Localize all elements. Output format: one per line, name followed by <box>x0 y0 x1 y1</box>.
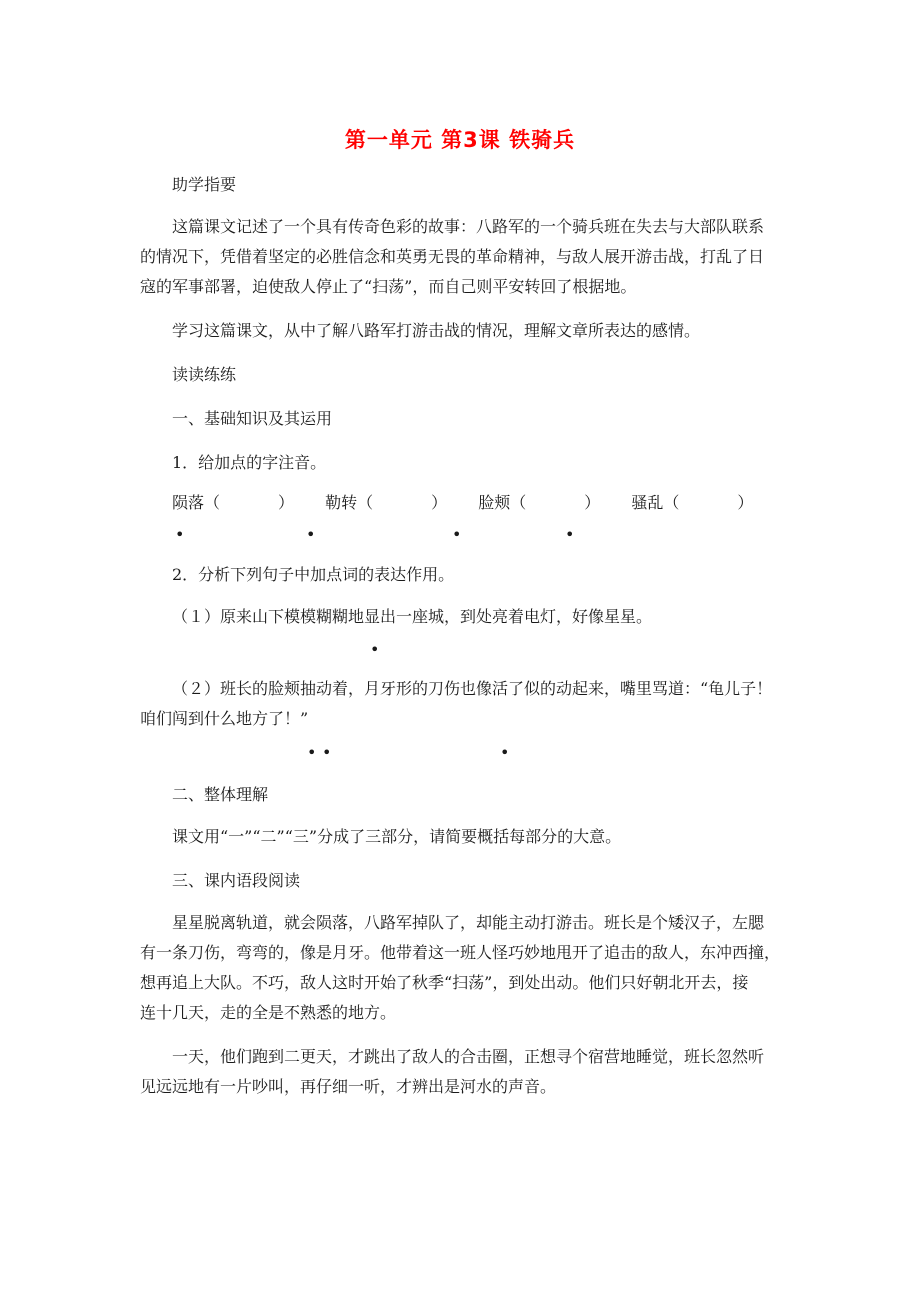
reading-paragraph-2-line-2: 见远远地有一片吵叫，再仔细一听，才辨出是河水的声音。 <box>140 1077 557 1096</box>
sentence-2-line-2: 咱们闯到什么地方了！” <box>140 709 309 728</box>
page-title: 第一单元 第3课 铁骑兵 <box>344 128 576 152</box>
emphasis-dot: • <box>306 525 316 544</box>
section-1-heading: 一、基础知识及其运用 <box>172 409 333 428</box>
guide-heading: 助学指要 <box>172 175 237 194</box>
section-2-heading: 二、整体理解 <box>172 785 269 804</box>
pinyin-item: 陨落（ ） <box>172 493 295 512</box>
pinyin-item: 脸颊（ ） <box>478 493 601 512</box>
sentence-1: （１）原来山下模模糊糊地显出一座城，到处亮着电灯，好像星星。 <box>172 607 653 626</box>
guide-paragraph-line-3: 寇的军事部署，迫使敌人停止了“扫荡”，而自己则平安转回了根据地。 <box>140 277 637 296</box>
pinyin-item: 骚乱（ ） <box>631 493 754 512</box>
guide-paragraph-line-2: 的情况下，凭借着坚定的必胜信念和英勇无畏的革命精神，与敌人展开游击战，打乱了日 <box>140 247 765 266</box>
reading-paragraph-1-line-1: 星星脱离轨道，就会陨落，八路军掉队了，却能主动打游击。班长是个矮汉子，左腮 <box>172 913 765 932</box>
question-3: 课文用“一”“二”“三”分成了三部分，请简要概括每部分的大意。 <box>172 827 622 846</box>
section-3-heading: 三、课内语段阅读 <box>172 871 301 890</box>
question-2: 2．分析下列句子中加点词的表达作用。 <box>172 565 455 584</box>
emphasis-dot: • <box>175 525 185 544</box>
pinyin-items-row <box>172 490 822 516</box>
emphasis-dot: • <box>322 743 332 762</box>
reading-paragraph-1-line-3: 想再追上大队。不巧，敌人这时开始了秋季“扫荡”，到处出动。他们只好朝北开去，接 <box>140 973 749 992</box>
sentence-2-line-1: （２）班长的脸颊抽动着，月牙形的刀伤也像活了似的动起来，嘴里骂道：“龟儿子！ <box>172 679 773 698</box>
emphasis-dot: • <box>452 525 462 544</box>
emphasis-dot: • <box>307 743 317 762</box>
emphasis-dot: • <box>370 640 380 659</box>
guide-paragraph-2: 学习这篇课文，从中了解八路军打游击战的情况，理解文章所表达的感情。 <box>172 321 701 340</box>
pinyin-item: 勒转（ ） <box>325 493 448 512</box>
guide-paragraph-line-1: 这篇课文记述了一个具有传奇色彩的故事：八路军的一个骑兵班在失去与大部队联系 <box>172 217 765 236</box>
reading-paragraph-1-line-2: 有一条刀伤，弯弯的，像是月牙。他带着这一班人怪巧妙地甩开了追击的敌人，东冲西撞， <box>140 943 781 962</box>
emphasis-dot: • <box>565 525 575 544</box>
practice-heading: 读读练练 <box>172 365 237 384</box>
emphasis-dot: • <box>500 743 510 762</box>
reading-paragraph-1-line-4: 连十几天，走的全是不熟悉的地方。 <box>140 1003 397 1022</box>
reading-paragraph-2-line-1: 一天，他们跑到二更天，才跳出了敌人的合击圈，正想寻个宿营地睡觉，班长忽然听 <box>172 1047 765 1066</box>
question-1: 1．给加点的字注音。 <box>172 453 327 472</box>
